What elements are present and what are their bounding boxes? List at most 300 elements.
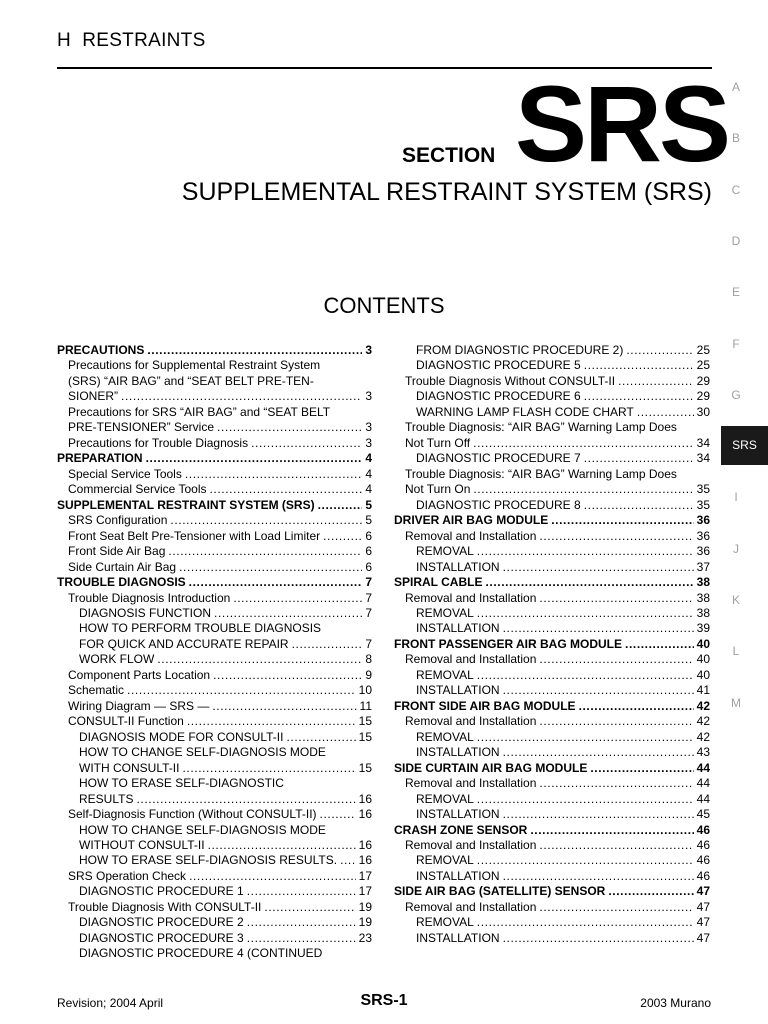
toc-entry[interactable]: [57, 482, 372, 497]
toc-page-number: 5: [365, 513, 372, 528]
toc-page-number: 6: [365, 544, 372, 559]
toc-entry-title: Wiring Diagram — SRS —: [68, 698, 210, 713]
toc-leader-dots: [473, 482, 693, 497]
toc-entry[interactable]: [57, 884, 372, 899]
toc-leader-dots: [208, 838, 356, 853]
toc-entry-title: REMOVAL: [416, 853, 474, 868]
toc-leader-dots: [539, 776, 693, 791]
toc-leader-dots: [320, 807, 356, 822]
toc-entry-title: REMOVAL: [416, 544, 474, 559]
toc-leader-dots: [323, 529, 362, 544]
toc-entry[interactable]: [57, 776, 372, 791]
toc-page-number: 34: [696, 435, 710, 450]
toc-entry[interactable]: [394, 529, 710, 544]
toc-entry-title: TROUBLE DIAGNOSIS: [57, 575, 186, 590]
section-title: SUPPLEMENTAL RESTRAINT SYSTEM (SRS): [181, 178, 712, 206]
toc-entry[interactable]: [57, 637, 372, 652]
toc-page-number: 16: [358, 791, 372, 806]
section-tab[interactable]: M: [731, 695, 741, 710]
toc-leader-dots: [189, 575, 363, 590]
toc-page-number: 11: [359, 698, 372, 713]
toc-leader-dots: [625, 637, 694, 652]
toc-entry[interactable]: [57, 869, 372, 884]
toc-leader-dots: [584, 358, 694, 373]
toc-page-number: 7: [365, 575, 372, 590]
toc-entry-title: DIAGNOSTIC PROCEDURE 1: [79, 884, 244, 899]
toc-entry[interactable]: [394, 683, 710, 698]
toc-leader-dots: [121, 389, 362, 404]
toc-leader-dots: [217, 420, 362, 435]
toc-entry-title: CONSULT-II Function: [68, 714, 184, 729]
toc-leader-dots: [584, 389, 694, 404]
toc-page-number: 16: [358, 807, 372, 822]
toc-leader-dots: [477, 853, 694, 868]
toc-entry-title: Not Turn On: [405, 482, 471, 497]
toc-leader-dots: [503, 745, 694, 760]
toc-leader-dots: [503, 807, 694, 822]
toc-entry-title: SRS Operation Check: [68, 868, 187, 883]
toc-page-number: 19: [358, 915, 372, 930]
toc-entry[interactable]: [394, 606, 710, 621]
toc-page-number: 42: [696, 698, 710, 713]
toc-entry[interactable]: [394, 591, 710, 606]
footer-revision: Revision; 2004 April: [57, 996, 164, 1010]
toc-leader-dots: [539, 900, 693, 915]
toc-entry-title: SRS Configuration: [68, 513, 168, 528]
toc-leader-dots: [189, 869, 356, 884]
toc-entry-title: WITH CONSULT-II: [79, 760, 180, 775]
toc-entry[interactable]: [394, 389, 710, 404]
toc-entry-title: HOW TO CHANGE SELF-DIAGNOSIS MODE: [79, 822, 326, 837]
toc-page-number: 29: [696, 389, 710, 404]
toc-leader-dots: [551, 513, 693, 528]
toc-entry-title: RESULTS: [79, 791, 134, 806]
section-tab[interactable]: G: [731, 387, 741, 402]
toc-page-number: 29: [696, 373, 710, 388]
toc-page-number: 4: [365, 466, 372, 481]
toc-section-entry[interactable]: [57, 343, 372, 358]
toc-entry-title: INSTALLATION: [416, 930, 500, 945]
toc-entry-title: INSTALLATION: [416, 807, 500, 822]
toc-entry[interactable]: [57, 467, 372, 482]
toc-leader-dots: [182, 761, 355, 776]
toc-leader-dots: [539, 591, 693, 606]
toc-leader-dots: [168, 544, 362, 559]
toc-leader-dots: [340, 853, 356, 868]
toc-leader-dots: [146, 451, 363, 466]
toc-entry[interactable]: [57, 900, 372, 915]
toc-entry-title: HOW TO ERASE SELF-DIAGNOSTIC: [79, 776, 284, 791]
toc-leader-dots: [318, 498, 363, 513]
toc-entry-title: SPIRAL CABLE: [394, 575, 483, 590]
toc-entry-title: Precautions for Trouble Diagnosis: [68, 435, 249, 450]
toc-page-number: 3: [365, 435, 372, 450]
toc-page-number: 43: [696, 745, 710, 760]
toc-entry-title: FRONT PASSENGER AIR BAG MODULE: [394, 636, 623, 651]
toc-entry[interactable]: [57, 529, 372, 544]
section-tab[interactable]: A: [731, 80, 740, 94]
toc-leader-dots: [530, 823, 693, 838]
toc-entry-title: PRECAUTIONS: [57, 343, 145, 357]
toc-entry-title: Special Service Tools: [68, 466, 182, 481]
toc-entry[interactable]: [394, 745, 710, 760]
toc-entry-title: Precautions for Supplemental Restraint System: [68, 358, 321, 373]
toc-entry[interactable]: [57, 683, 372, 698]
toc-entry-title: Self-Diagnosis Function (Without CONSULT-II): [68, 807, 317, 822]
toc-entry[interactable]: [57, 946, 372, 961]
toc-entry[interactable]: [394, 498, 710, 513]
toc-entry[interactable]: [57, 591, 372, 606]
toc-entry[interactable]: [394, 358, 710, 373]
toc-leader-dots: [590, 761, 693, 776]
toc-page-number: 17: [358, 868, 372, 883]
toc-entry-title: Not Turn Off: [405, 435, 471, 450]
toc-leader-dots: [503, 869, 694, 884]
toc-page-number: 46: [696, 868, 710, 883]
toc-entry[interactable]: [57, 420, 372, 435]
toc-entry-title: DIAGNOSTIC PROCEDURE 6: [416, 389, 581, 404]
toc-entry-title: Trouble Diagnosis Without CONSULT-II: [405, 373, 616, 388]
toc-entry-title: Front Seat Belt Pre-Tensioner with Load Limiter: [68, 528, 321, 543]
section-label: SECTION: [402, 144, 496, 167]
toc-page-number: 39: [696, 621, 710, 636]
toc-entry[interactable]: [394, 776, 710, 791]
toc-entry[interactable]: [394, 807, 710, 822]
toc-leader-dots: [503, 560, 694, 575]
toc-entry-title: DIAGNOSTIC PROCEDURE 5: [416, 358, 581, 373]
toc-page-number: 36: [696, 528, 710, 543]
toc-leader-dots: [264, 900, 355, 915]
toc-leader-dots: [503, 621, 694, 636]
toc-entry-title: REMOVAL: [416, 791, 474, 806]
toc-entry-title: INSTALLATION: [416, 621, 500, 636]
toc-entry[interactable]: [57, 792, 372, 807]
contents-title: CONTENTS: [323, 293, 445, 318]
toc-entry[interactable]: [394, 405, 710, 420]
toc-page-number: 25: [696, 358, 710, 373]
toc-entry-title: Removal and Installation: [405, 652, 537, 667]
toc-entry-title: SUPPLEMENTAL RESTRAINT SYSTEM (SRS): [57, 497, 315, 512]
toc-entry[interactable]: [57, 807, 372, 822]
toc-page-number: 44: [696, 791, 710, 806]
toc-entry-title: REMOVAL: [416, 915, 474, 930]
toc-page-number: 42: [696, 714, 710, 729]
toc-page-number: 7: [365, 605, 372, 620]
toc-entry-title: Front Side Air Bag: [68, 544, 166, 559]
toc-entry-title: SIDE AIR BAG (SATELLITE) SENSOR: [394, 884, 606, 899]
toc-page-number: 7: [365, 590, 372, 605]
toc-entry-title: REMOVAL: [416, 667, 474, 682]
toc-section-entry[interactable]: [57, 575, 372, 590]
toc-entry-title: DIAGNOSTIC PROCEDURE 2: [79, 915, 244, 930]
toc-leader-dots: [247, 915, 356, 930]
toc-leader-dots: [251, 436, 362, 451]
section-code: SRS: [515, 63, 729, 184]
toc-page-number: 4: [365, 451, 372, 466]
toc-entry-title: Precautions for SRS “AIR BAG” and “SEAT BELT: [68, 404, 331, 419]
toc-entry[interactable]: [57, 389, 372, 404]
toc-entry[interactable]: [57, 853, 372, 868]
toc-leader-dots: [503, 931, 694, 946]
toc-entry-title: Trouble Diagnosis: “AIR BAG” Warning Lamp Does: [405, 420, 677, 435]
toc-page-number: 3: [365, 420, 372, 435]
toc-left-column: [57, 343, 372, 962]
toc-entry-title: HOW TO CHANGE SELF-DIAGNOSIS MODE: [79, 745, 326, 760]
toc-entry-title: REMOVAL: [416, 605, 474, 620]
toc-entry[interactable]: [394, 467, 710, 482]
toc-entry-title: DIAGNOSTIC PROCEDURE 8: [416, 497, 581, 512]
toc-page-number: 35: [696, 482, 710, 497]
section-tab[interactable]: K: [731, 593, 740, 607]
toc-leader-dots: [247, 931, 356, 946]
toc-entry-title: Removal and Installation: [405, 776, 537, 791]
toc-section-entry[interactable]: [394, 761, 710, 776]
toc-entry[interactable]: [394, 621, 710, 636]
toc-leader-dots: [210, 482, 363, 497]
toc-leader-dots: [477, 606, 694, 621]
toc-leader-dots: [179, 560, 362, 575]
toc-entry-title: PREPARATION: [57, 451, 143, 466]
toc-entry[interactable]: [57, 405, 372, 420]
toc-page-number: 15: [358, 760, 372, 775]
toc-entry[interactable]: [394, 451, 710, 466]
toc-entry-title: DIAGNOSIS MODE FOR CONSULT-II: [79, 729, 284, 744]
toc-entry-title: DIAGNOSIS FUNCTION: [79, 605, 212, 620]
header-letter: H: [57, 30, 72, 51]
toc-entry-title: CRASH ZONE SENSOR: [394, 822, 528, 837]
toc-leader-dots: [157, 652, 362, 667]
toc-leader-dots: [473, 436, 694, 451]
toc-leader-dots: [187, 714, 356, 729]
toc-entry[interactable]: [394, 668, 710, 683]
toc-page-number: 42: [696, 729, 710, 744]
toc-entry-title: Commercial Service Tools: [68, 482, 207, 497]
toc-entry[interactable]: [394, 900, 710, 915]
toc-page-number: 23: [358, 930, 372, 945]
toc-page-number: 45: [696, 807, 710, 822]
toc-entry-title: FOR QUICK AND ACCURATE REPAIR: [79, 636, 289, 651]
toc-entry-title: WORK FLOW: [79, 652, 155, 667]
toc-leader-dots: [477, 792, 694, 807]
toc-page-number: 38: [696, 590, 710, 605]
toc-entry-title: Removal and Installation: [405, 528, 537, 543]
toc-leader-dots: [503, 683, 694, 698]
toc-page-number: 44: [696, 776, 710, 791]
toc-entry[interactable]: [394, 931, 710, 946]
toc-page-number: 19: [358, 899, 372, 914]
toc-page-number: 34: [696, 451, 710, 466]
toc-page-number: 16: [358, 853, 372, 868]
toc-entry-title: INSTALLATION: [416, 683, 500, 698]
section-tab[interactable]: F: [732, 336, 740, 351]
toc-page-number: 41: [696, 683, 710, 698]
toc-right-column: [394, 343, 710, 946]
toc-entry[interactable]: [57, 931, 372, 946]
toc-entry[interactable]: [57, 606, 372, 621]
toc-entry-title: DRIVER AIR BAG MODULE: [394, 513, 549, 528]
toc-entry-title: Side Curtain Air Bag: [68, 559, 177, 574]
toc-entry-title: HOW TO PERFORM TROUBLE DIAGNOSIS: [79, 621, 322, 636]
toc-entry[interactable]: [394, 838, 710, 853]
toc-entry[interactable]: [57, 652, 372, 667]
toc-leader-dots: [539, 838, 693, 853]
toc-page-number: 6: [365, 528, 372, 543]
toc-entry[interactable]: [57, 374, 372, 389]
toc-entry[interactable]: [57, 560, 372, 575]
toc-leader-dots: [214, 606, 362, 621]
toc-leader-dots: [584, 451, 694, 466]
toc-page-number: 47: [696, 899, 710, 914]
toc-leader-dots: [485, 575, 693, 590]
toc-entry[interactable]: [394, 730, 710, 745]
toc-entry[interactable]: [57, 730, 372, 745]
section-tab[interactable]: L: [732, 644, 740, 659]
toc-leader-dots: [626, 343, 693, 358]
toc-entry-title: Schematic: [68, 683, 125, 698]
toc-leader-dots: [608, 884, 693, 899]
toc-page-number: 17: [358, 884, 372, 899]
toc-page-number: 10: [358, 683, 372, 698]
toc-entry[interactable]: [57, 699, 372, 714]
toc-page-number: 40: [696, 636, 710, 651]
toc-page-number: 7: [365, 636, 372, 651]
toc-page-number: 47: [696, 930, 710, 945]
toc-page-number: 35: [696, 497, 710, 512]
toc-page-number: 47: [696, 884, 710, 899]
toc-leader-dots: [212, 699, 356, 714]
section-tab[interactable]: I: [734, 490, 738, 505]
toc-page-number: 9: [365, 667, 372, 682]
toc-entry[interactable]: [394, 853, 710, 868]
toc-entry[interactable]: [57, 668, 372, 683]
section-tab-active[interactable]: SRS: [721, 426, 768, 465]
toc-entry[interactable]: [57, 714, 372, 729]
section-tab[interactable]: E: [731, 285, 740, 300]
toc-page-number: 36: [696, 544, 710, 559]
toc-entry[interactable]: [57, 838, 372, 853]
toc-entry[interactable]: [394, 792, 710, 807]
toc-entry-title: INSTALLATION: [416, 559, 500, 574]
toc-page-number: 37: [696, 559, 710, 574]
toc-entry-title: Trouble Diagnosis: “AIR BAG” Warning Lamp Does: [405, 466, 677, 481]
toc-entry-title: DIAGNOSTIC PROCEDURE 4 (CONTINUED: [79, 946, 323, 961]
toc-entry-title: FROM DIAGNOSTIC PROCEDURE 2): [416, 343, 624, 357]
section-tab[interactable]: B: [731, 131, 740, 146]
toc-section-entry[interactable]: [394, 637, 710, 652]
toc-entry[interactable]: [394, 652, 710, 667]
toc-page-number: 3: [365, 389, 372, 404]
toc-entry[interactable]: [394, 915, 710, 930]
toc-entry[interactable]: [57, 358, 372, 373]
toc-page-number: 44: [696, 760, 710, 775]
footer-model: 2003 Murano: [640, 996, 711, 1010]
toc-entry-title: PRE-TENSIONER” Service: [68, 420, 215, 435]
toc-leader-dots: [170, 513, 362, 528]
toc-section-entry[interactable]: [394, 823, 710, 838]
toc-entry[interactable]: [57, 761, 372, 776]
toc-entry-title: DIAGNOSTIC PROCEDURE 7: [416, 451, 581, 466]
toc-section-entry[interactable]: [394, 884, 710, 899]
toc-page-number: 3: [365, 343, 372, 357]
toc-leader-dots: [618, 374, 694, 389]
toc-entry[interactable]: [394, 714, 710, 729]
toc-leader-dots: [477, 915, 694, 930]
toc-leader-dots: [292, 637, 363, 652]
section-tab[interactable]: J: [733, 541, 739, 556]
toc-page-number: 8: [365, 652, 372, 667]
toc-entry[interactable]: [394, 420, 710, 435]
toc-section-entry[interactable]: [394, 575, 710, 590]
toc-leader-dots: [584, 498, 694, 513]
toc-page-number: 47: [696, 915, 710, 930]
toc-leader-dots: [477, 544, 694, 559]
toc-entry[interactable]: [394, 343, 710, 358]
toc-section-entry[interactable]: [57, 498, 372, 513]
toc-entry-title: Trouble Diagnosis With CONSULT-II: [68, 899, 262, 914]
toc-page-number: 40: [696, 667, 710, 682]
toc-entry[interactable]: [57, 513, 372, 528]
toc-entry[interactable]: [394, 436, 710, 451]
section-tab[interactable]: C: [731, 182, 741, 197]
toc-leader-dots: [539, 652, 693, 667]
footer-page-number: SRS-1: [360, 992, 408, 1009]
toc-page-number: 15: [358, 729, 372, 744]
toc-entry[interactable]: [57, 915, 372, 930]
toc-entry[interactable]: [394, 544, 710, 559]
toc-page-number: 36: [696, 513, 710, 528]
toc-entry[interactable]: [394, 482, 710, 497]
toc-entry[interactable]: [394, 374, 710, 389]
toc-entry-title: INSTALLATION: [416, 868, 500, 883]
toc-page-number: 38: [696, 605, 710, 620]
toc-page-number: 25: [696, 343, 710, 357]
toc-entry-title: INSTALLATION: [416, 745, 500, 760]
toc-entry[interactable]: [394, 560, 710, 575]
toc-entry[interactable]: [57, 436, 372, 451]
toc-entry[interactable]: [57, 745, 372, 760]
toc-leader-dots: [477, 668, 694, 683]
toc-leader-dots: [213, 668, 362, 683]
toc-entry-title: Removal and Installation: [405, 714, 537, 729]
toc-entry[interactable]: [394, 869, 710, 884]
toc-entry-title: Component Parts Location: [68, 667, 211, 682]
toc-entry-title: SIONER”: [68, 389, 119, 404]
toc-page-number: 30: [696, 404, 710, 419]
toc-page-number: 16: [358, 838, 372, 852]
section-tab[interactable]: D: [731, 233, 741, 248]
toc-leader-dots: [136, 792, 355, 807]
toc-entry-title: WARNING LAMP FLASH CODE CHART: [416, 404, 634, 419]
toc-page-number: 46: [696, 853, 710, 868]
toc-section-entry[interactable]: [394, 513, 710, 528]
toc-entry[interactable]: [57, 544, 372, 559]
toc-entry-title: Removal and Installation: [405, 838, 537, 852]
toc-leader-dots: [233, 591, 362, 606]
toc-leader-dots: [286, 730, 355, 745]
toc-entry-title: SIDE CURTAIN AIR BAG MODULE: [394, 760, 588, 775]
toc-entry-title: Trouble Diagnosis Introduction: [68, 590, 231, 605]
toc-leader-dots: [147, 343, 362, 358]
toc-leader-dots: [579, 699, 694, 714]
toc-section-entry[interactable]: [57, 451, 372, 466]
toc-entry[interactable]: [57, 621, 372, 636]
toc-entry[interactable]: [57, 823, 372, 838]
toc-entry-title: FRONT SIDE AIR BAG MODULE: [394, 698, 576, 713]
toc-leader-dots: [539, 714, 693, 729]
toc-entry-title: Removal and Installation: [405, 899, 537, 914]
toc-section-entry[interactable]: [394, 699, 710, 714]
toc-entry-title: WITHOUT CONSULT-II: [79, 838, 205, 852]
